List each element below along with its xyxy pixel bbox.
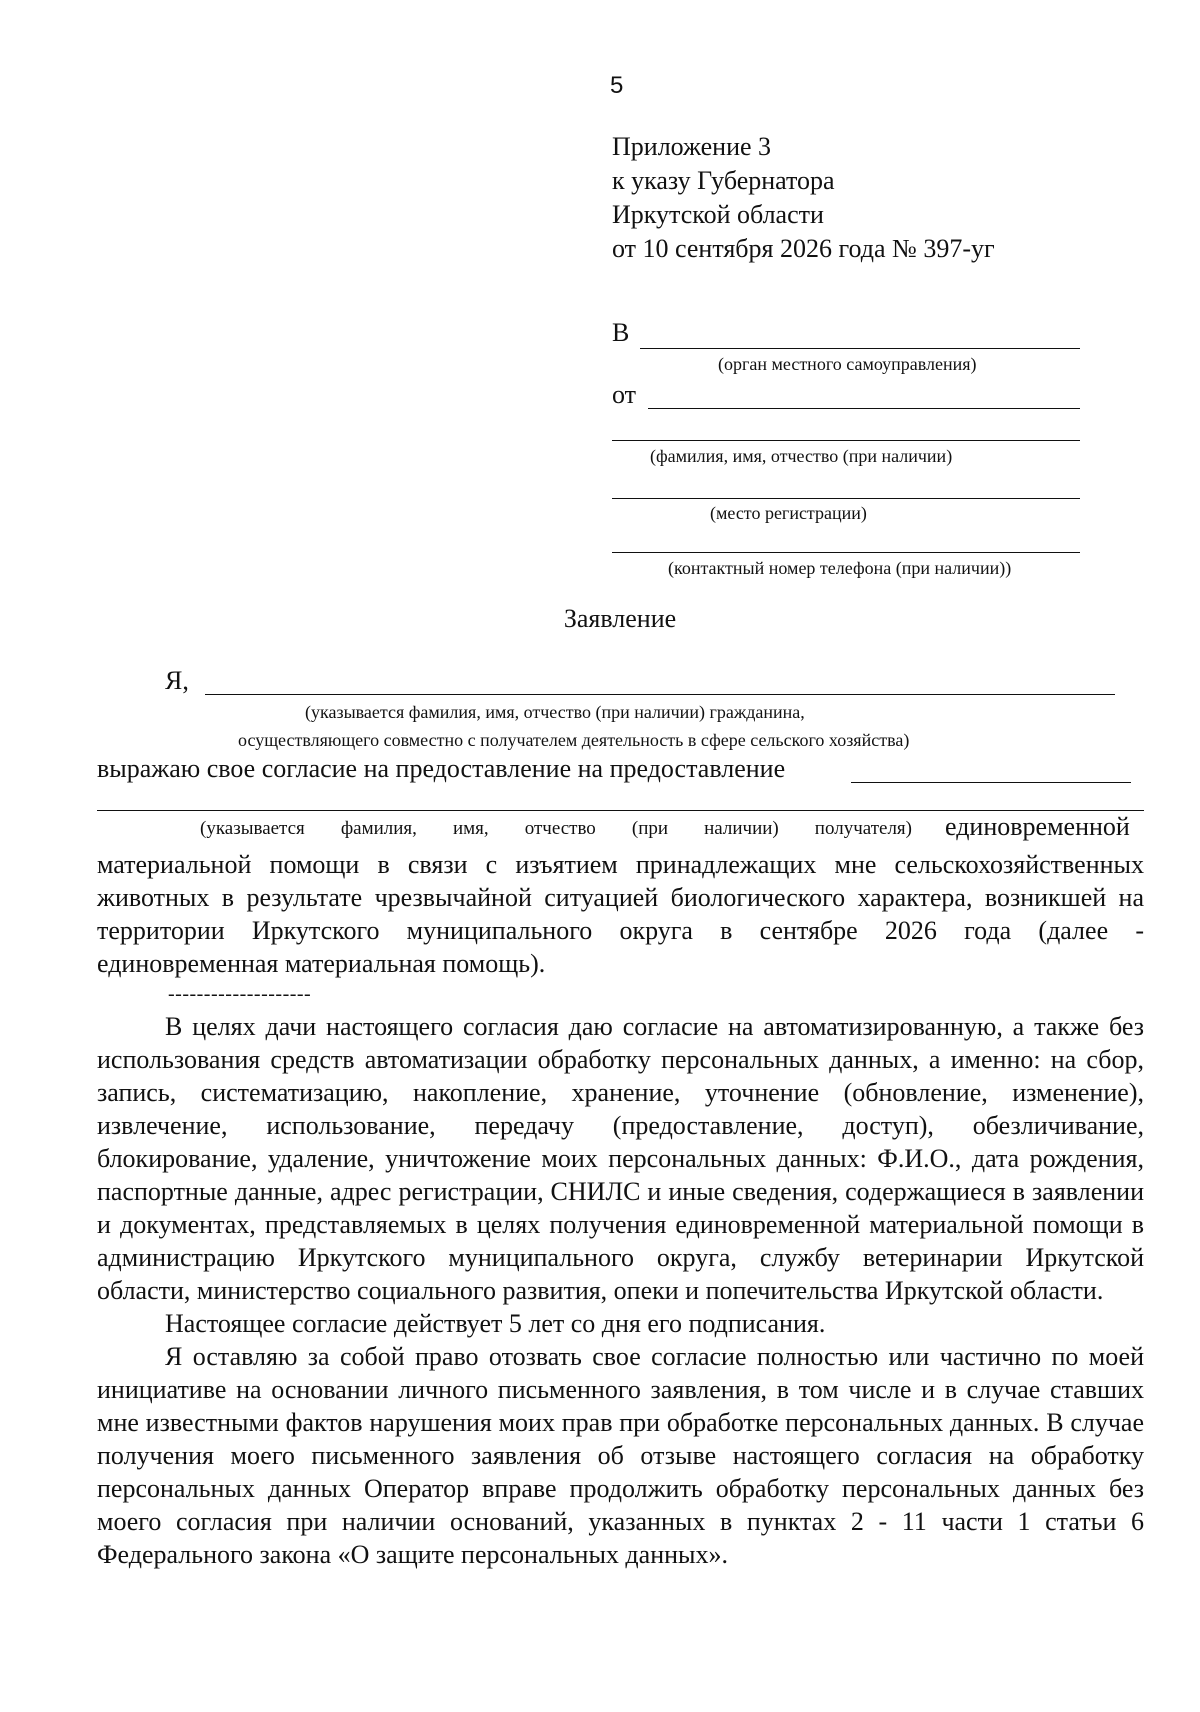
appendix-line: Иркутской области bbox=[612, 200, 824, 229]
phone-caption: (контактный номер телефона (при наличии)) bbox=[668, 558, 1012, 578]
from-field-line-2[interactable] bbox=[612, 440, 1080, 441]
appendix-line: к указу Губернатора bbox=[612, 166, 835, 195]
applicant-caption-2: осуществляющего совместно с получателем деятельность в сфере сельского хозяйства) bbox=[238, 730, 910, 750]
from-field-line[interactable] bbox=[648, 408, 1080, 409]
phone-field-line[interactable] bbox=[612, 552, 1080, 553]
applicant-field-line[interactable] bbox=[205, 694, 1115, 695]
paragraph1-tail: единовременной bbox=[945, 812, 1130, 841]
footnote-separator: -------------------- bbox=[168, 983, 312, 1005]
consent-field-line[interactable] bbox=[851, 782, 1131, 783]
to-field-line[interactable] bbox=[640, 348, 1080, 349]
paragraph-3: Настоящее согласие действует 5 лет со дня его подписания. bbox=[165, 1309, 826, 1338]
address-caption: (место регистрации) bbox=[710, 503, 867, 523]
applicant-caption-1: (указывается фамилия, имя, отчество (при наличии) гражданина, bbox=[305, 702, 805, 722]
page-number: 5 bbox=[610, 72, 624, 99]
applicant-prefix: Я, bbox=[165, 666, 189, 695]
appendix-line: Приложение 3 bbox=[612, 132, 772, 161]
document-title: Заявление bbox=[563, 604, 677, 633]
paragraph-4: Я оставляю за собой право отозвать свое согласие полностью или частично по моей инициативе на основании личного письменного заявления, в том числе и в случае ставших мне известными фактов нарушения моих прав при обработке персональных данных. В случае получения моего письменного заявления об отзыве настоящего согласия на обработку персональных данных Оператор вправе продолжить обработку персональных данных без моего согласия при наличии оснований, указанных в пунктах 2 - 11 части 1 статьи 6 Федерального закона «О защите персональных данных». bbox=[97, 1342, 1144, 1569]
appendix-line: от 10 сентября 2026 года № 397-уг bbox=[612, 234, 995, 263]
address-field-line[interactable] bbox=[612, 498, 1080, 499]
to-prefix: В bbox=[612, 318, 630, 347]
paragraph-1 bbox=[97, 848, 1144, 980]
from-prefix: от bbox=[612, 380, 637, 409]
recipient-caption: (указывается фамилия, имя, отчество (при наличии) получателя) bbox=[200, 818, 912, 839]
name-caption: (фамилия, имя, отчество (при наличии) bbox=[650, 446, 953, 466]
recipient-field-line[interactable] bbox=[97, 810, 1144, 811]
appendix-header bbox=[612, 130, 995, 266]
paragraph-1-text: материальной помощи в связи с изъятием принадлежащих мне сельскохозяйственных животных в результате чрезвычайной ситуацией биологического характера, возникшей на территории Иркутского муниципального округа в сентябре 2026 года (далее - единовременная материальная помощь). bbox=[97, 850, 1144, 978]
consent-line: выражаю свое согласие на предоставление на предоставление bbox=[97, 754, 786, 783]
paragraph-2: В целях дачи настоящего согласия даю согласие на автоматизированную, а также без использования средств автоматизации обработку персональных данных, а именно: на сбор, запись, систематизацию, накопление, хранение, уточнение (обновление, изменение), извлечение, использование, передачу (предоставление, доступ), обезличивание, блокирование, удаление, уничтожение моих персональных данных: Ф.И.О., дата рождения, паспортные данные, адрес регистрации, СНИЛС и иные сведения, содержащиеся в заявлении и документах, представляемых в целях получения единовременной материальной помощи в администрацию Иркутского муниципального округа, службу ветеринарии Иркутской области, министерство социального развития, опеки и попечительства Иркутской области. bbox=[97, 1012, 1144, 1305]
to-caption: (орган местного самоуправления) bbox=[718, 354, 977, 374]
consent-body bbox=[97, 1010, 1144, 1571]
